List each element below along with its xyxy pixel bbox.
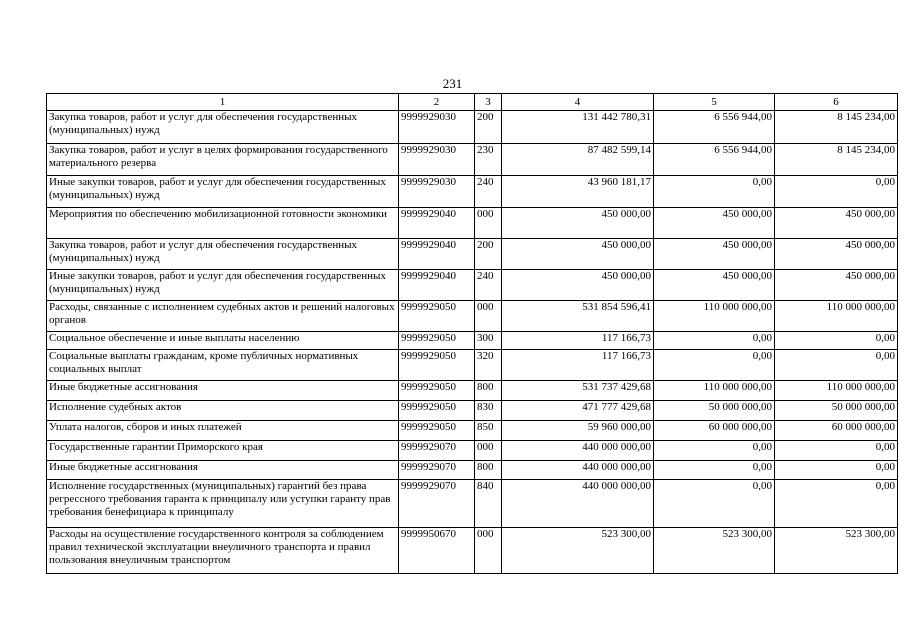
table-row (47, 239, 898, 270)
row-value-5: 0,00 (654, 350, 775, 381)
row-type: 000 (475, 301, 502, 332)
row-value-5: 6 556 944,00 (654, 111, 775, 144)
row-value-4: 523 300,00 (502, 528, 654, 574)
row-value-6: 8 145 234,00 (775, 111, 898, 144)
row-code: 9999929050 (399, 381, 475, 401)
row-type: 320 (475, 350, 502, 381)
table-row (47, 441, 898, 461)
row-value-4: 450 000,00 (502, 208, 654, 239)
row-value-6: 8 145 234,00 (775, 144, 898, 176)
column-header: 6 (775, 94, 898, 111)
row-type: 850 (475, 421, 502, 441)
row-name: Социальные выплаты гражданам, кроме публичных нормативных социальных выплат (47, 350, 399, 381)
column-header: 5 (654, 94, 775, 111)
row-value-6: 0,00 (775, 332, 898, 350)
row-type: 840 (475, 480, 502, 528)
row-type: 800 (475, 381, 502, 401)
column-header: 1 (47, 94, 399, 111)
row-code: 9999929040 (399, 239, 475, 270)
row-value-5: 110 000 000,00 (654, 381, 775, 401)
row-value-6: 450 000,00 (775, 270, 898, 301)
row-name: Расходы, связанные с исполнением судебных актов и решений налоговых органов (47, 301, 399, 332)
row-name: Исполнение судебных актов (47, 401, 399, 421)
row-code: 9999929050 (399, 332, 475, 350)
row-value-5: 0,00 (654, 441, 775, 461)
row-type: 000 (475, 441, 502, 461)
row-code: 9999929030 (399, 176, 475, 208)
row-name: Уплата налогов, сборов и иных платежей (47, 421, 399, 441)
row-value-6: 0,00 (775, 441, 898, 461)
row-value-5: 60 000 000,00 (654, 421, 775, 441)
row-code: 9999929050 (399, 301, 475, 332)
row-value-4: 440 000 000,00 (502, 480, 654, 528)
row-value-6: 523 300,00 (775, 528, 898, 574)
row-value-5: 523 300,00 (654, 528, 775, 574)
row-name: Закупка товаров, работ и услуг в целях формирования государственного материального резерва (47, 144, 399, 176)
row-name: Иные закупки товаров, работ и услуг для обеспечения государственных (муниципальных) нужд (47, 176, 399, 208)
column-header: 3 (475, 94, 502, 111)
table-header-row (47, 94, 898, 111)
row-value-4: 440 000 000,00 (502, 461, 654, 480)
row-value-5: 0,00 (654, 480, 775, 528)
row-type: 000 (475, 528, 502, 574)
row-value-4: 471 777 429,68 (502, 401, 654, 421)
row-value-5: 0,00 (654, 461, 775, 480)
table-row (47, 208, 898, 239)
row-type: 800 (475, 461, 502, 480)
row-value-6: 50 000 000,00 (775, 401, 898, 421)
row-value-4: 117 166,73 (502, 332, 654, 350)
row-type: 300 (475, 332, 502, 350)
table-row (47, 480, 898, 528)
row-name: Иные закупки товаров, работ и услуг для обеспечения государственных (муниципальных) нужд (47, 270, 399, 301)
page-number: 231 (442, 76, 463, 91)
row-name: Иные бюджетные ассигнования (47, 381, 399, 401)
row-value-4: 43 960 181,17 (502, 176, 654, 208)
row-value-5: 50 000 000,00 (654, 401, 775, 421)
row-value-6: 450 000,00 (775, 239, 898, 270)
row-value-6: 450 000,00 (775, 208, 898, 239)
row-code: 9999929050 (399, 421, 475, 441)
row-name: Закупка товаров, работ и услуг для обеспечения государственных (муниципальных) нужд (47, 239, 399, 270)
row-value-4: 450 000,00 (502, 270, 654, 301)
row-name: Государственные гарантии Приморского края (47, 441, 399, 461)
row-code: 9999929050 (399, 401, 475, 421)
row-value-4: 59 960 000,00 (502, 421, 654, 441)
row-code: 9999929040 (399, 270, 475, 301)
table-row (47, 111, 898, 144)
row-type: 240 (475, 270, 502, 301)
budget-table (46, 93, 898, 574)
table-row (47, 332, 898, 350)
row-value-5: 450 000,00 (654, 239, 775, 270)
row-value-4: 440 000 000,00 (502, 441, 654, 461)
row-type: 230 (475, 144, 502, 176)
row-value-6: 110 000 000,00 (775, 301, 898, 332)
row-name: Социальное обеспечение и иные выплаты населению (47, 332, 399, 350)
row-code: 9999929070 (399, 441, 475, 461)
row-value-6: 0,00 (775, 480, 898, 528)
table-row (47, 176, 898, 208)
table-row (47, 144, 898, 176)
row-value-4: 450 000,00 (502, 239, 654, 270)
row-value-4: 117 166,73 (502, 350, 654, 381)
row-value-6: 0,00 (775, 461, 898, 480)
row-type: 830 (475, 401, 502, 421)
row-value-6: 0,00 (775, 176, 898, 208)
row-value-5: 450 000,00 (654, 208, 775, 239)
row-code: 9999929030 (399, 111, 475, 144)
row-value-5: 450 000,00 (654, 270, 775, 301)
row-code: 9999929070 (399, 480, 475, 528)
row-code: 9999929050 (399, 350, 475, 381)
row-code: 9999950670 (399, 528, 475, 574)
row-code: 9999929040 (399, 208, 475, 239)
row-value-4: 531 737 429,68 (502, 381, 654, 401)
row-name: Закупка товаров, работ и услуг для обеспечения государственных (муниципальных) нужд (47, 111, 399, 144)
row-type: 200 (475, 239, 502, 270)
row-name: Расходы на осуществление государственного контроля за соблюдением правил технической эксплуатации внеуличного транспорта и правил пользования внеуличным транспортом (47, 528, 399, 574)
row-value-4: 131 442 780,31 (502, 111, 654, 144)
row-code: 9999929030 (399, 144, 475, 176)
column-header: 2 (399, 94, 475, 111)
table-row (47, 350, 898, 381)
table-row (47, 528, 898, 574)
row-type: 200 (475, 111, 502, 144)
row-value-5: 0,00 (654, 332, 775, 350)
row-type: 240 (475, 176, 502, 208)
table-row (47, 401, 898, 421)
row-value-5: 6 556 944,00 (654, 144, 775, 176)
table-row (47, 461, 898, 480)
row-value-5: 110 000 000,00 (654, 301, 775, 332)
row-value-4: 531 854 596,41 (502, 301, 654, 332)
row-name: Мероприятия по обеспечению мобилизационной готовности экономики (47, 208, 399, 239)
table-row (47, 301, 898, 332)
column-header: 4 (502, 94, 654, 111)
row-value-6: 0,00 (775, 350, 898, 381)
row-value-6: 110 000 000,00 (775, 381, 898, 401)
row-name: Исполнение государственных (муниципальных) гарантий без права регрессного требования гаранта к принципалу или уступки гаранту прав требования бенефициара к принципалу (47, 480, 399, 528)
table-row (47, 381, 898, 401)
row-value-6: 60 000 000,00 (775, 421, 898, 441)
row-value-4: 87 482 599,14 (502, 144, 654, 176)
row-name: Иные бюджетные ассигнования (47, 461, 399, 480)
table-row (47, 270, 898, 301)
row-code: 9999929070 (399, 461, 475, 480)
table-row (47, 421, 898, 441)
row-value-5: 0,00 (654, 176, 775, 208)
row-type: 000 (475, 208, 502, 239)
